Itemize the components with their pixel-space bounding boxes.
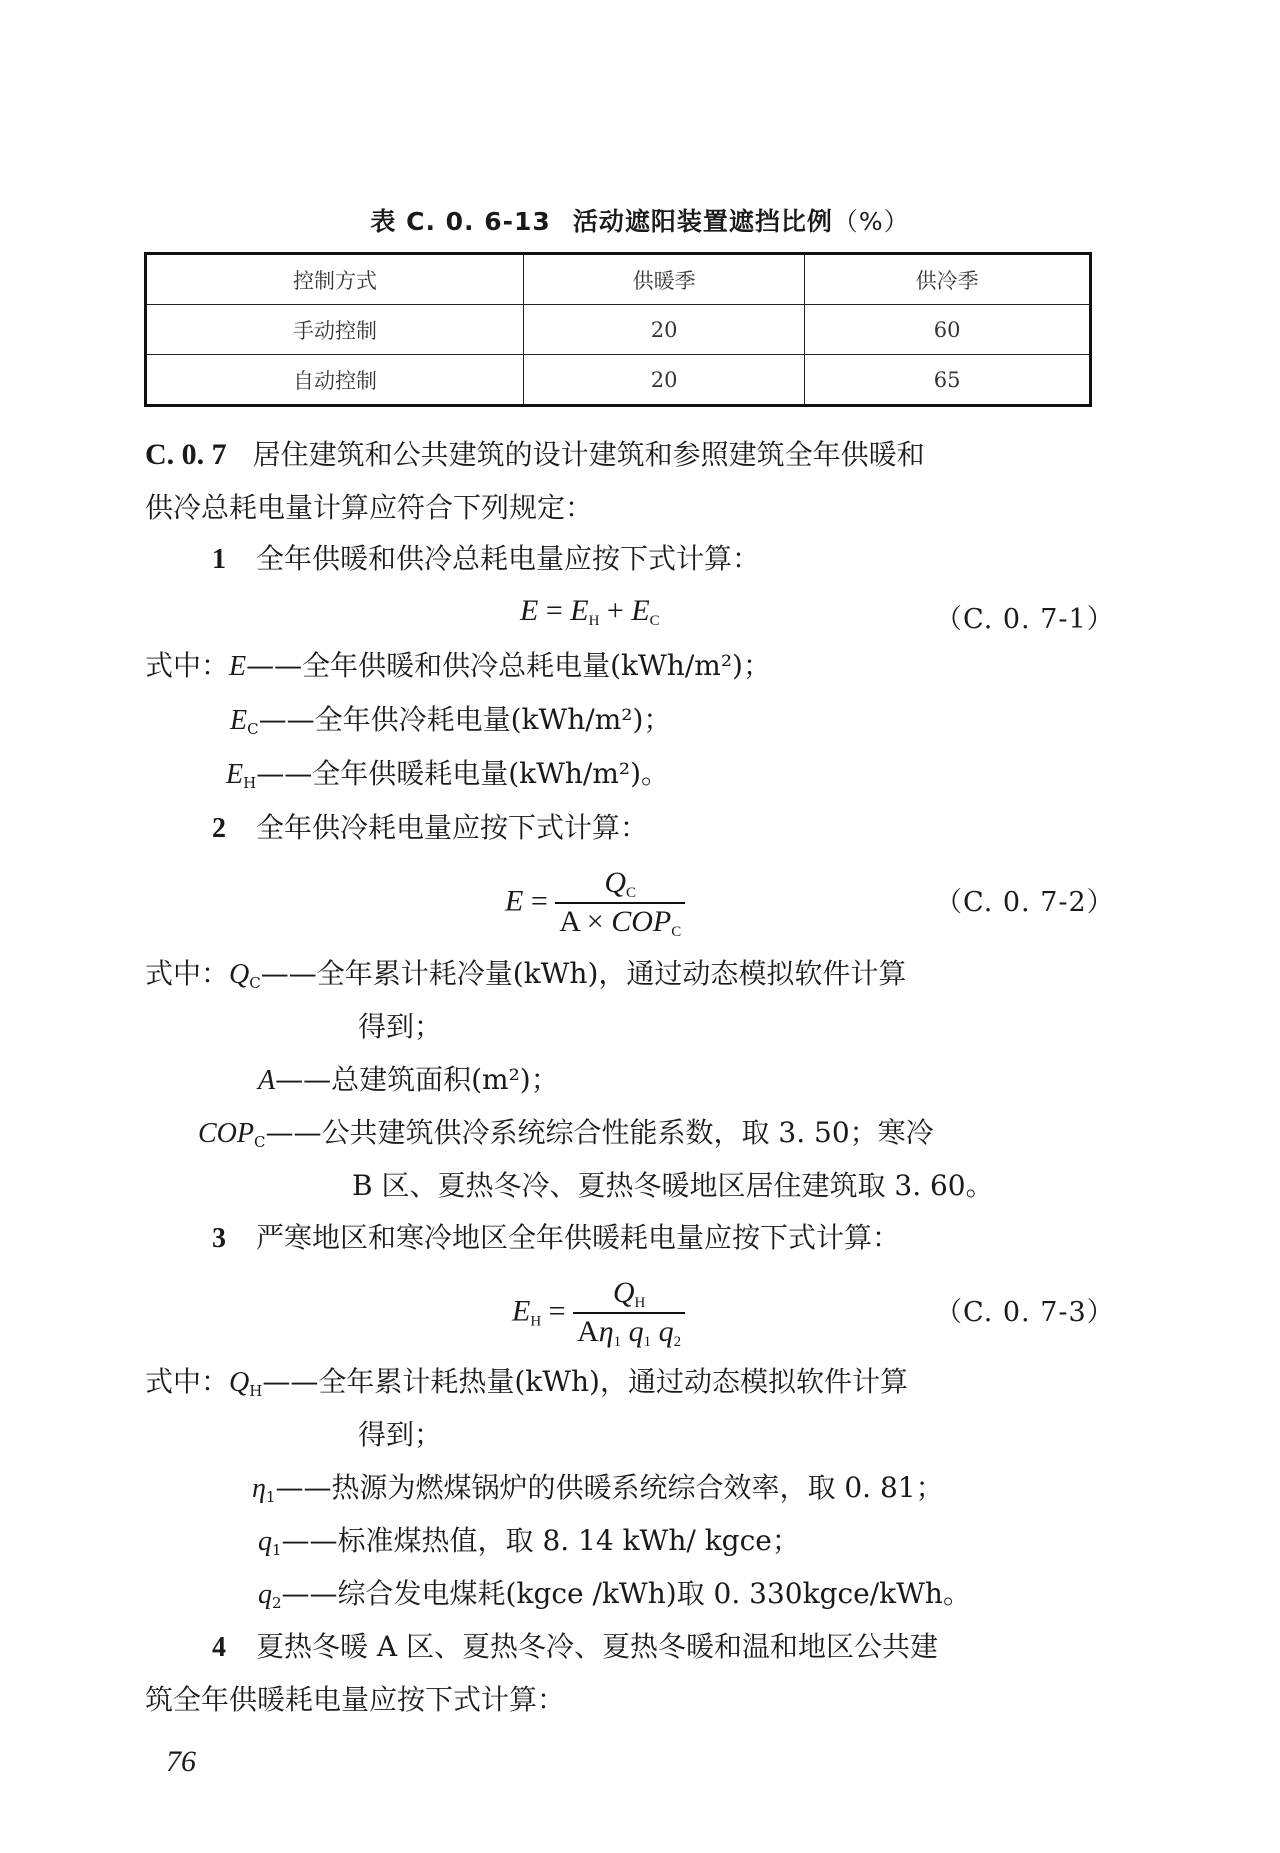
definition-EC [230, 703, 672, 738]
subscript-H: H [243, 774, 257, 792]
definition-text: ——总建筑面积(m²)； [275, 1063, 559, 1096]
definition-continuation: B 区、夏热冬冷、夏热冬暖地区居住建筑取 3. 60。 [352, 1169, 994, 1202]
equation-label: （C. 0. 7-3） [935, 1297, 1115, 1328]
definition-continuation: 得到； [358, 1010, 443, 1043]
symbol-COP: COP [611, 905, 672, 939]
symbol-E: E [229, 651, 247, 682]
table-caption-unit: （%） [832, 207, 910, 236]
subscript-2: 2 [272, 1594, 282, 1612]
page-number: 76 [166, 1745, 196, 1778]
table-caption [0, 202, 1280, 238]
subscript-C: C [671, 924, 682, 941]
item-number: 3 [212, 1223, 226, 1254]
item-text: 严寒地区和寒冷地区全年供暖耗电量应按下式计算： [256, 1221, 901, 1254]
definition-EH [226, 757, 670, 792]
definition-q2 [258, 1577, 971, 1612]
item-text: 全年供冷耗电量应按下式计算： [256, 811, 649, 844]
cell-control-mode: 自动控制 [146, 355, 524, 406]
numerator [573, 1276, 685, 1314]
where-prefix: 式中： [145, 957, 230, 990]
header-heating-season: 供暖季 [524, 254, 805, 305]
symbol-E: E [631, 594, 650, 627]
definition-text: ——热源为燃煤锅炉的供暖系统综合效率，取 0. 81； [275, 1471, 944, 1504]
table-header-row [146, 254, 1091, 305]
denominator [573, 1314, 685, 1351]
where-prefix: 式中： [145, 649, 230, 682]
clause-number: C. 0. 7 [145, 438, 227, 471]
equals-sign: = [523, 884, 556, 918]
cell-heating: 20 [524, 305, 805, 355]
equation-c07-2 [505, 866, 685, 941]
item-4-text-line2: 筑全年供暖耗电量应按下式计算： [145, 1683, 566, 1716]
symbol-COP: COP [198, 1118, 254, 1149]
clause-text-line2: 供冷总耗电量计算应符合下列规定： [145, 491, 594, 524]
symbol-q: q [258, 1579, 272, 1610]
definition-q1 [258, 1524, 800, 1559]
symbol-A: A [559, 905, 580, 939]
definition-text: ——公共建筑供冷系统综合性能系数，取 3. 50；寒冷 [265, 1116, 934, 1149]
item-text-line1: 夏热冬暖 A 区、夏热冬冷、夏热冬暖和温和地区公共建 [256, 1630, 939, 1663]
table-caption-number: 表 C. 0. 6-13 [370, 207, 551, 236]
header-cooling-season: 供冷季 [805, 254, 1091, 305]
definition-QH [145, 1365, 908, 1400]
subscript-1: 1 [613, 1334, 622, 1351]
item-4 [212, 1630, 939, 1663]
item-text: 全年供暖和供冷总耗电量应按下式计算： [256, 542, 761, 575]
subscript-H: H [249, 1382, 263, 1400]
subscript-1: 1 [272, 1541, 282, 1559]
definition-text: ——全年供冷耗电量(kWh/m²)； [258, 703, 672, 736]
equation-label: （C. 0. 7-1） [935, 604, 1115, 635]
subscript-H: H [530, 1313, 542, 1330]
definition-text: ——标准煤热值，取 8. 14 kWh/ kgce； [281, 1524, 800, 1557]
cell-heating: 20 [524, 355, 805, 406]
symbol-A: A [577, 1315, 599, 1349]
item-number: 2 [212, 813, 226, 844]
subscript-C: C [626, 885, 637, 901]
where-prefix: 式中： [145, 1365, 230, 1398]
subscript-1: 1 [643, 1334, 652, 1351]
item-1 [212, 542, 761, 575]
subscript-C: C [254, 1133, 266, 1151]
cell-control-mode: 手动控制 [146, 305, 524, 355]
definition-text: ——全年累计耗冷量(kWh)，通过动态模拟软件计算 [260, 957, 907, 990]
clause-text-line1: 居住建筑和公共建筑的设计建筑和参照建筑全年供暖和 [252, 438, 925, 471]
denominator [555, 904, 685, 941]
definition-text: ——综合发电煤耗(kgce /kWh)取 0. 330kgce/kWh。 [281, 1577, 971, 1610]
equals-sign: = [538, 594, 571, 627]
symbol-Q: Q [229, 959, 250, 990]
symbol-E: E [230, 705, 248, 736]
equals-sign: = [541, 1294, 574, 1328]
symbol-q: q [628, 1315, 644, 1349]
equation-label: （C. 0. 7-2） [935, 887, 1115, 918]
subscript-H: H [634, 1295, 646, 1311]
equation-c07-3 [512, 1276, 685, 1351]
definition-QC [145, 957, 907, 992]
fraction [555, 866, 685, 941]
item-3 [212, 1221, 901, 1254]
times-sign: × [579, 905, 612, 939]
subscript-C: C [649, 613, 660, 629]
subscript-H: H [588, 613, 600, 629]
symbol-Q: Q [229, 1367, 250, 1398]
symbol-Q: Q [604, 866, 627, 899]
definition-A [258, 1063, 559, 1096]
equation-c07-1 [520, 596, 660, 629]
symbol-E: E [570, 594, 589, 627]
definition-eta1 [252, 1471, 944, 1506]
numerator [555, 866, 685, 904]
definition-continuation: 得到； [358, 1418, 443, 1451]
shading-ratio-table [144, 252, 1092, 407]
cell-cooling: 60 [805, 305, 1091, 355]
table-row [146, 305, 1091, 355]
clause-heading [145, 440, 925, 470]
symbol-E: E [226, 759, 244, 790]
definition-text: ——全年供暖和供冷总耗电量(kWh/m²)； [246, 649, 771, 682]
header-control-mode: 控制方式 [146, 254, 524, 305]
symbol-Q: Q [612, 1276, 635, 1309]
symbol-eta: η [598, 1315, 614, 1349]
symbol-q: q [658, 1315, 674, 1349]
cell-cooling: 65 [805, 355, 1091, 406]
symbol-A: A [258, 1065, 276, 1096]
symbol-E: E [505, 884, 524, 918]
subscript-2: 2 [673, 1334, 682, 1351]
definition-text: ——全年供暖耗电量(kWh/m²)。 [256, 757, 670, 790]
symbol-eta: η [252, 1473, 266, 1504]
definition-text: ——全年累计耗热量(kWh)，通过动态模拟软件计算 [262, 1365, 908, 1398]
symbol-E: E [520, 594, 539, 627]
definition-E [145, 649, 771, 682]
symbol-E: E [512, 1294, 531, 1328]
definition-COPC [198, 1116, 934, 1151]
symbol-q: q [258, 1526, 272, 1557]
item-2 [212, 811, 649, 844]
table-caption-title: 活动遮阳装置遮挡比例 [572, 207, 833, 236]
subscript-C: C [247, 720, 259, 738]
fraction [573, 1276, 685, 1351]
item-number: 1 [212, 544, 226, 575]
table-row [146, 355, 1091, 406]
plus-sign: + [599, 594, 632, 627]
item-number: 4 [212, 1632, 226, 1663]
subscript-C: C [249, 974, 261, 992]
subscript-1: 1 [265, 1488, 276, 1506]
